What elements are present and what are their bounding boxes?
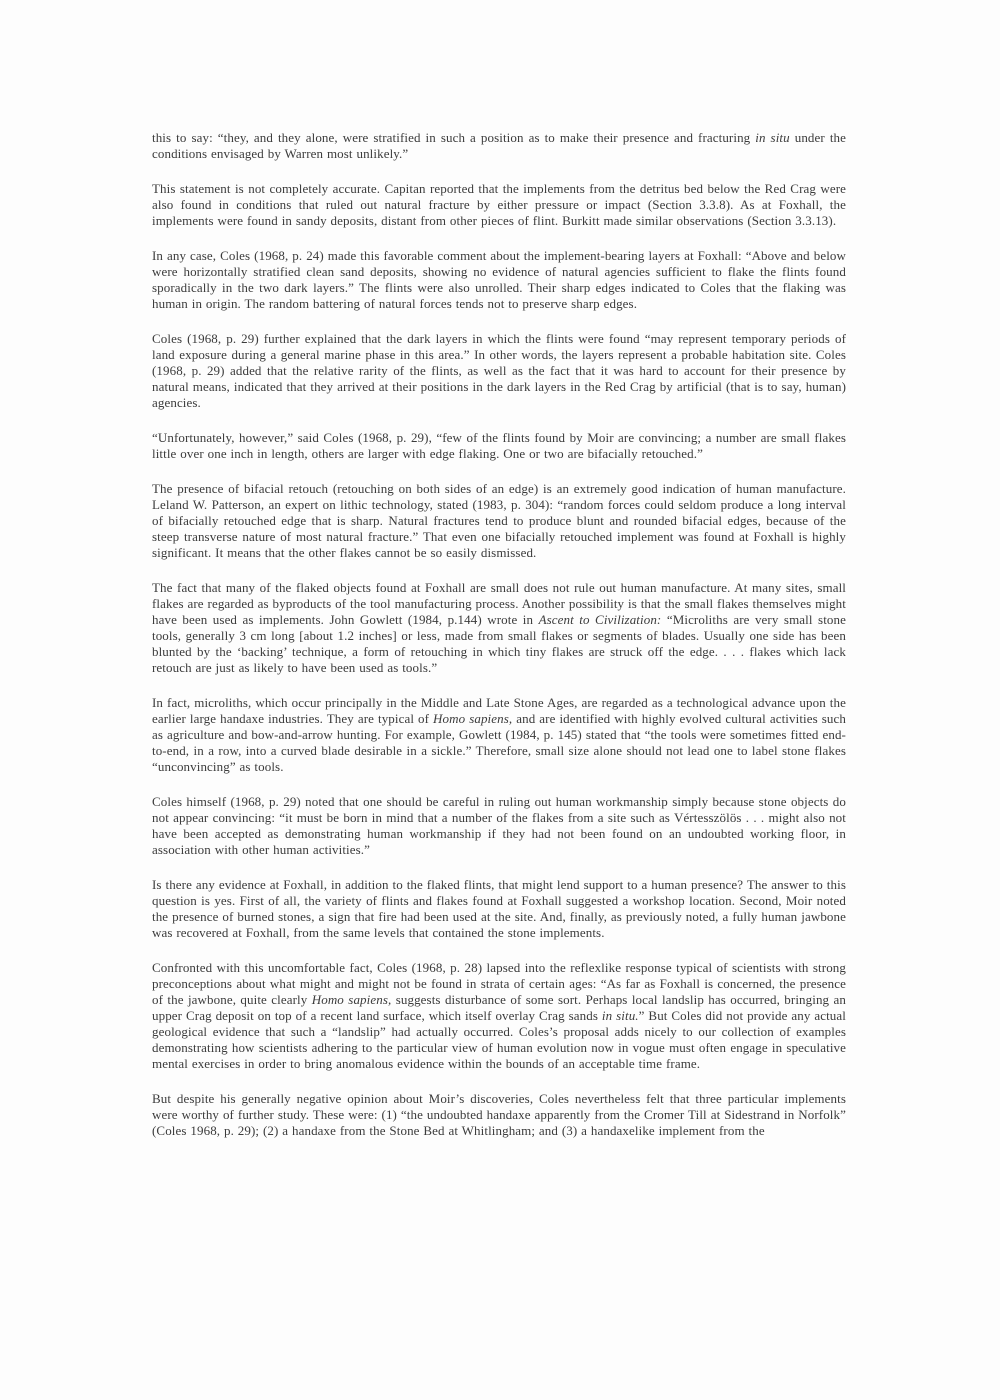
paragraph: [152, 1091, 846, 1139]
paragraph: [152, 877, 846, 941]
paragraph: [152, 248, 846, 312]
text-run: “Microliths are very small stone tools, generally 3 cm long [about 1.2 inches] or less, made from small flakes or segments of blades. Usually one side has been blunted by the ‘backing’ technique, a form of retouching in which tiny flakes are struck off the edge. . . . flakes which lack retouch are just as likely to have been used as tools.”: [152, 612, 846, 675]
paragraph: [152, 794, 846, 858]
text-run: In any case, Coles (1968, p. 24) made this favorable comment about the implement-bearing layers at Foxhall: “Above and below were horizontally stratified clean sand deposits, showing no evidence of natural agencies sufficient to flake the flints found sporadically in the two dark layers.” The flints were also unrolled. Their sharp edges indicated to Coles that the flaking was human in origin. The random battering of natural forces tends not to preserve sharp edges.: [152, 248, 846, 311]
paragraph: [152, 580, 846, 676]
text-run: and are identified with highly evolved cultural activities such as agriculture and bow-and-arrow hunting. For example, Gowlett (1984, p. 145) stated that “the tools were sometimes fitted end-to-end, in a row, into a curved blade desirable in a sickle.” Therefore, small size alone should not lead one to label stone flakes “unconvincing” as tools.: [152, 711, 846, 774]
text-run: Coles (1968, p. 29) further explained that the dark layers in which the flints were found “may represent temporary periods of land exposure during a general marine phase in this area.” In other words, the layers represent a probable habitation site. Coles (1968, p. 29) added that the relative rarity of the flints, as well as the fact that it was hard to account for their presence by natural means, indicated that they arrived at their positions in the dark layers in the Red Crag by artificial (that is to say, human) agencies.: [152, 331, 846, 410]
text-run: The fact that many of the flaked objects found at Foxhall are small does not rule out human manufacture. At many sites, small flakes are regarded as byproducts of the tool manufacturing process. Another possibility is that the small flakes themselves might have been used as implements. John Gowlett (1984, p.144) wrote in: [152, 580, 846, 627]
text-run: under the conditions envisaged by Warren most unlikely.”: [152, 130, 846, 161]
text-run: suggests disturbance of some sort. Perhaps local landslip has occurred, bringing an upper Crag deposit on top of a recent land surface, which itself overlay Crag sands: [152, 992, 847, 1023]
text-run: ” But Coles did not provide any actual geological evidence that such a “landslip” had actually occurred. Coles’s proposal adds nicely to our collection of examples demonstrating how scientists adhering to the particular view of human evolution now in vogue must often engage in speculative mental exercises in order to bring anomalous evidence within the bounds of an acceptable time frame.: [152, 1008, 846, 1071]
paragraph: [152, 481, 846, 561]
text-run: The presence of bifacial retouch (retouching on both sides of an edge) is an extremely good indication of human manufacture. Leland W. Patterson, an expert on lithic technology, stated (1983, p. 304): “random forces could seldom produce a long interval of bifacially retouched edge that is sharp. Natural fractures tend to produce blunt and rounded bifacial edges, because of the steep transverse nature of most natural fracture.” That even one bifacially retouched implement was found at Foxhall is highly significant. It means that the other flakes cannot be so easily dismissed.: [152, 481, 846, 560]
text-run: This statement is not completely accurate. Capitan reported that the implements from the detritus bed below the Red Crag were also found in conditions that ruled out natural fracture by either pressure or impact (Section 3.3.8). As at Foxhall, the implements were found in sandy deposits, distant from other pieces of flint. Burkitt made similar observations (Section 3.3.13).: [152, 181, 846, 228]
paragraph: [152, 331, 846, 411]
italic-text-run: in situ: [755, 130, 790, 145]
text-run: Confronted with this uncomfortable fact, Coles (1968, p. 28) lapsed into the reflexlike response typical of scientists with strong preconceptions about what might and might not be found in strata of certain ages: “As far as Foxhall is concerned, the presence of the jawbone, quite clearly: [152, 960, 846, 1007]
italic-text-run: in situ.: [601, 1008, 639, 1023]
text-run: Is there any evidence at Foxhall, in addition to the flaked flints, that might lend support to a human presence? The answer to this question is yes. First of all, the variety of flints and flakes found at Foxhall suggested a workshop location. Second, Moir noted the presence of burned stones, a sign that fire had been used at the site. And, finally, as previously noted, a fully human jawbone was recovered at Foxhall, from the same levels that contained the stone implements.: [152, 877, 846, 940]
paragraph: [152, 960, 846, 1072]
text-run: In fact, microliths, which occur principally in the Middle and Late Stone Ages, are regarded as a technological advance upon the earlier large handaxe industries. They are typical of: [152, 695, 846, 726]
text-run: But despite his generally negative opinion about Moir’s discoveries, Coles nevertheless felt that three particular implements were worthy of further study. These were: (1) “the undoubted handaxe apparently from the Cromer Till at Sidestrand in Norfolk” (Coles 1968, p. 29); (2) a handaxe from the Stone Bed at Whitlingham; and (3) a handaxelike implement from the: [152, 1091, 846, 1138]
text-run: Coles himself (1968, p. 29) noted that one should be careful in ruling out human workmanship simply because stone objects do not appear convincing: “it must be born in mind that a number of the flakes from a site such as Vértesszölös . . . might also not have been accepted as demonstrating human workmanship if they had not been found on an undoubted working floor, in association with other human activities.”: [152, 794, 846, 857]
paragraph: [152, 695, 846, 775]
italic-text-run: Homo sapiens,: [433, 711, 513, 726]
text-run: “Unfortunately, however,” said Coles (1968, p. 29), “few of the flints found by Moir are convincing; a number are small flakes little over one inch in length, others are larger with edge flaking. One or two are bifacially retouched.”: [152, 430, 846, 461]
italic-text-run: Ascent to Civilization:: [538, 612, 662, 627]
text-block: [152, 130, 846, 1139]
text-run: this to say: “they, and they alone, were stratified in such a position as to make their presence and fracturing: [152, 130, 756, 145]
paragraph: [152, 430, 846, 462]
paragraph: [152, 130, 846, 162]
italic-text-run: Homo sapiens,: [311, 992, 392, 1007]
paragraph: [152, 181, 846, 229]
